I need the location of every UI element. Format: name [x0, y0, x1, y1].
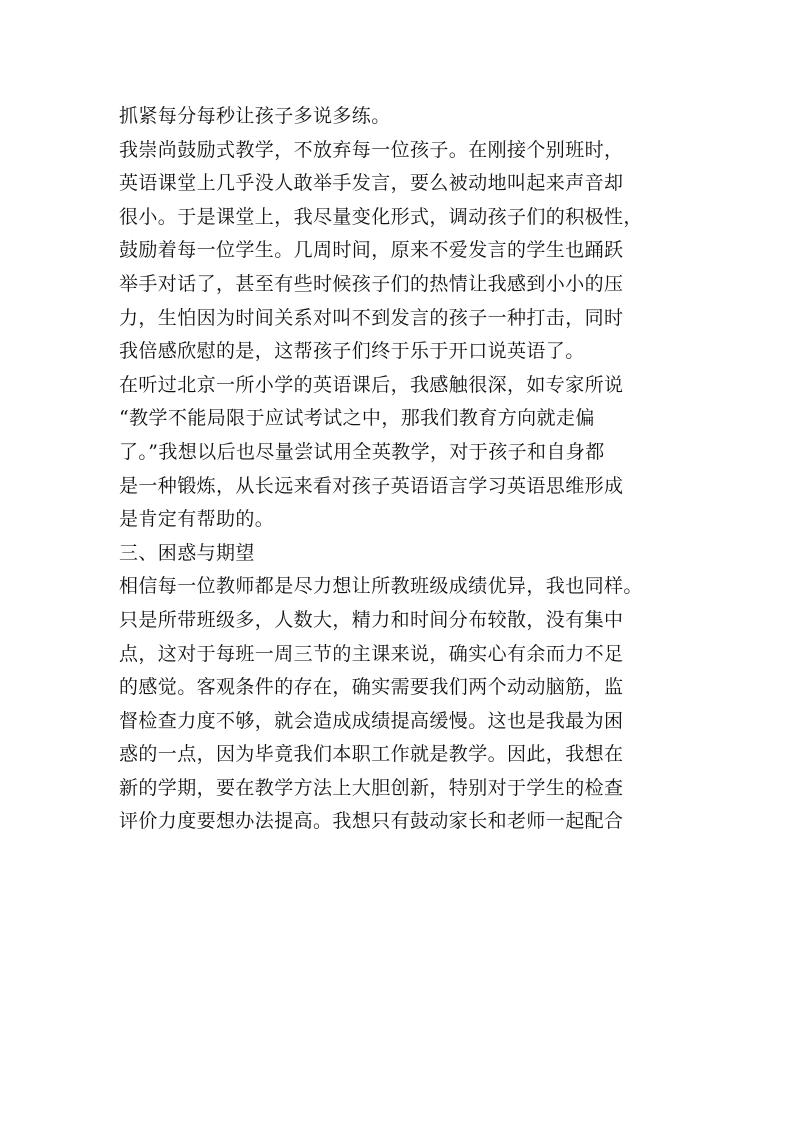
document-body — [119, 100, 679, 839]
text-line: 相信每一位教师都是尽力想让所教班级成绩优异，我也同样。 — [119, 575, 643, 598]
text-line: 评价力度要想办法提高。我想只有鼓动家长和老师一起配合 — [119, 810, 624, 833]
text-line: 我崇尚鼓励式教学，不放弃每一位孩子。在刚接个别班时， — [119, 138, 624, 161]
text-line: 英语课堂上几乎没人敢举手发言，要么被动地叫起来声音却 — [119, 172, 624, 195]
text-line: 举手对话了，甚至有些时候孩子们的热情让我感到小小的压 — [119, 272, 624, 295]
text-line: 惑的一点，因为毕竟我们本职工作就是教学。因此，我想在 — [119, 743, 624, 766]
text-line: 只是所带班级多，人数大，精力和时间分布较散，没有集中 — [119, 608, 624, 631]
text-line: 是一种锻炼，从长远来看对孩子英语语言学习英语思维形成 — [119, 474, 624, 497]
text-line: 力，生怕因为时间关系对叫不到发言的孩子一种打击，同时 — [119, 306, 624, 329]
text-line: 了。”我想以后也尽量尝试用全英教学，对于孩子和自身都 — [119, 440, 605, 463]
text-line: 的感觉。客观条件的存在，确实需要我们两个动动脑筋，监 — [119, 676, 624, 699]
text-line: 是肯定有帮助的。 — [119, 508, 275, 531]
text-line: 新的学期，要在教学方法上大胆创新，特别对于学生的检查 — [119, 776, 624, 799]
text-line: 鼓励着每一位学生。几周时间，原来不爱发言的学生也踊跃 — [119, 239, 624, 262]
section-heading: 三、困惑与期望 — [119, 541, 255, 564]
text-line: 我倍感欣慰的是，这帮孩子们终于乐于开口说英语了。 — [119, 340, 585, 363]
text-line: 点，这对于每班一周三节的主课来说，确实心有余而力不足 — [119, 642, 624, 665]
text-line: 抓紧每分每秒让孩子多说多练。 — [119, 105, 391, 127]
text-line: 很小。于是课堂上，我尽量变化形式，调动孩子们的积极性， — [119, 205, 643, 228]
text-line: 在听过北京一所小学的英语课后，我感触很深，如专家所说 — [119, 373, 624, 396]
text-line: “教学不能局限于应试考试之中，那我们教育方向就走偏 — [119, 407, 595, 430]
text-line: 督检查力度不够，就会造成成绩提高缓慢。这也是我最为困 — [119, 709, 624, 732]
